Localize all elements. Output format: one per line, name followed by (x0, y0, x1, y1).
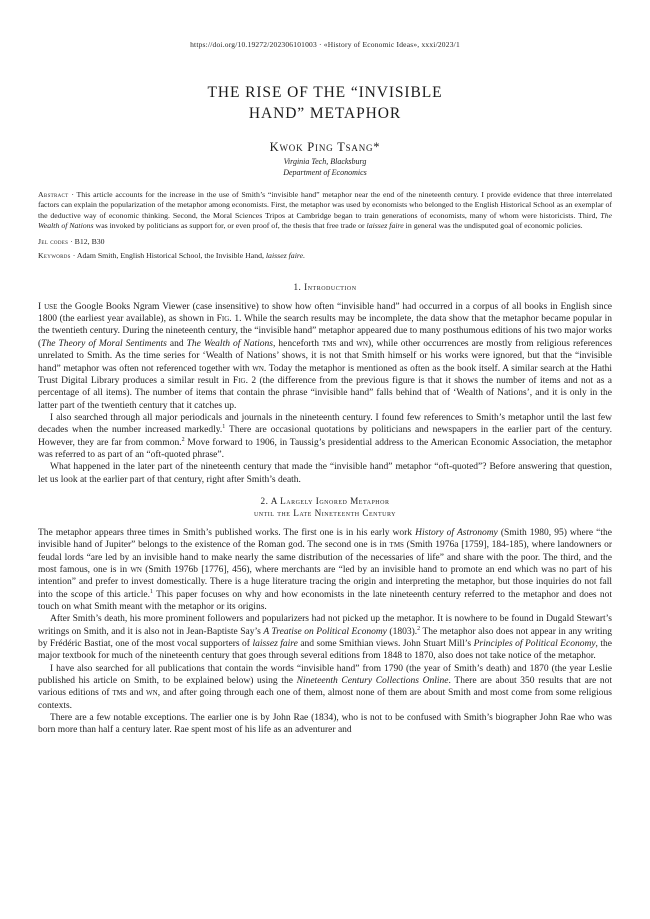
footnote-ref[interactable]: 1 (150, 588, 154, 595)
dropcap: I use (38, 301, 58, 312)
text-run: I also searched through all major periodicals and journals in the nineteenth century. I found few references to Smith’s metaphor until the last few decades when the number increased markedly. (38, 412, 612, 436)
abstract (38, 190, 612, 231)
book-title: A Treatise on Political Economy (263, 626, 387, 637)
paragraph (38, 412, 612, 461)
heading-line-2: until the Late Nineteenth Century (253, 507, 397, 518)
abbrev: tms (389, 540, 404, 551)
author-name: Kwok Ping Tsang* (269, 140, 381, 154)
text-run: (Smith 1980, 95) where “the invisible hand of Jupiter” belongs to the existence of the Roman god. The second one is in (38, 527, 613, 551)
abstract-label: Abstract (38, 190, 69, 199)
footnote-ref[interactable]: 2 (181, 436, 185, 443)
footnote-ref[interactable]: 1 (222, 424, 226, 431)
doi-header[interactable]: https://doi.org/10.19272/202306101003 · «History of Economic Ideas», xxxi/2023/1 (190, 40, 460, 49)
paragraph (38, 301, 612, 412)
collection-title: Nineteenth Century Collections Online (296, 676, 449, 687)
keywords-values: · Adam Smith, English Historical School, the Invisible Hand, (72, 251, 266, 261)
text-run: (Smith 1976b [1776], 456), where merchants are “led by an invisible hand to promote an end which was no part of his intention” and prefer to invest domestically. There is a huge literature tracing the origin and interpreting the metaphor, but those inquiries do not fall into the scope of this article. (38, 564, 612, 600)
abstract-text-2: was invoked by politicians as support for, or even proof of, the thesis that free trade or (93, 220, 367, 230)
title-line-2: HAND” METAPHOR (248, 105, 402, 122)
book-title: The Wealth of Nations (186, 338, 273, 349)
book-title: Principles of Political Economy (473, 639, 596, 650)
text-run: (1803). (386, 626, 418, 637)
abbrev: tms (322, 338, 337, 349)
text-run: The metaphor also does not appear in any writing by Frédéric Bastiat, one of the most vocal supporters of (38, 626, 613, 650)
text-run: I have also searched for all publications that contain the words “invisible hand” from 1790 (the year of Smith’s death) and 1870 (the year Leslie published his article on Smith, to be explained below) using the (38, 663, 612, 687)
section-2-heading (38, 495, 612, 519)
paragraph: What happened in the later part of the nineteenth century that made the “invisible hand” metaphor “oft-quoted”? Before answering that question, let us look at the earlier part of that century, right after Smith’s death. (38, 462, 612, 485)
abbrev: tms (112, 688, 127, 699)
abbrev: wn (146, 688, 158, 699)
paragraph (38, 663, 612, 712)
text-run: , henceforth (273, 338, 323, 349)
text-run: . Today the metaphor is mentioned as often as the book itself. A similar search at the Hathi Trust Digital Library produces a similar result in (38, 363, 612, 386)
figure-ref[interactable]: Fig. 1 (216, 314, 240, 325)
text-run: The metaphor appears three times in Smith’s published works. The first one is in his early work (38, 527, 416, 538)
text-run: (the difference from the previous figure is that it shows the number of items and not as a percentage of all items). The number of items that contain the phrase “invisible hand” falls behind that of ‘Wealth of Nations’, and it is only in the latter part of the twentieth century that it catches up. (38, 375, 612, 411)
abbrev: wn (130, 564, 142, 575)
heading-line-1: 2. A Largely Ignored Metaphor (260, 495, 390, 506)
book-title: The Theory of Moral Sentiments (41, 338, 167, 349)
affiliation-department: Department of Economics (283, 167, 367, 177)
section-1-body (38, 301, 612, 486)
abstract-wealth-title: The Wealth of Nations (38, 210, 612, 230)
book-title: History of Astronomy (415, 527, 498, 538)
abbrev: wn (252, 363, 264, 374)
text-run: After Smith’s death, his more prominent followers and popularizers had not picked up the metaphor. It is nowhere to be found in Dugald Stewart’s writings on Smith, and it is also not in Jean-Baptiste Say’s (38, 614, 612, 637)
text-run: and (126, 688, 147, 699)
text-run: the Google Books Ngram Viewer (case insensitive) to show how often “invisible hand” had occurred in a corpus of all books in English since 1800 (the earliest year available), as shown in (38, 301, 612, 325)
italic-term: laissez faire (252, 639, 298, 650)
paragraph: There are a few notable exceptions. The earlier one is by John Rae (1834), who is not to be confused with Smith’s biographer John Rae who was born more than half a century later. Rae spent most of his life as an adventurer and (38, 713, 612, 736)
jel-codes (38, 237, 612, 247)
affiliation (38, 157, 612, 178)
keywords-label: Keywords (38, 251, 71, 261)
text-run: . While the search results may be incomplete, the data show that the metaphor became popular in the twentieth century. During the nineteenth century, the “invisible hand” metaphor appeared due to many posthumous editions of his two major works ( (38, 314, 613, 349)
text-run: and (166, 338, 187, 349)
text-run: (Smith 1976a [1759], 184-185), where landowners or feudal lords “are led by an invisible hand to make nearly the same distribution of the necessaries of life” and share with the poor. The third, and the most famous, one is in (38, 540, 612, 575)
keywords (38, 251, 612, 261)
title-line-1: THE RISE OF THE “INVISIBLE (207, 84, 443, 101)
jel-values: · B12, B30 (70, 237, 105, 247)
affiliation-institution: Virginia Tech, Blacksburg (283, 157, 367, 166)
text-run: Move forward to 1906, in Taussig’s presidential address to the American Economic Association, the metaphor was referred to as part of an “oft-quoted phrase”. (38, 437, 612, 460)
footnote-ref[interactable]: 2 (417, 625, 421, 632)
abstract-text-3: in general was the undisputed goal of economic policies. (403, 220, 583, 230)
text-run: . There are about 350 results that are not various editions of (38, 676, 613, 699)
text-run: and some Smithian views. John Stuart Mill’s (297, 639, 474, 650)
text-run: This paper focuses on why and how economists in the late nineteenth century referred to the metaphor and does not touch on what Smith meant with the metaphor or its origins. (38, 589, 613, 612)
article-title (38, 82, 612, 124)
abstract-laissez: laissez faire (366, 220, 404, 230)
text-run: , and after going through each one of them, almost none of them are about Smith and most come from some religious contexts. (38, 688, 612, 711)
section-1-heading: 1. Introduction (293, 281, 357, 292)
text-run: There are occasional quotations by politicians and newspapers in the earlier part of the century. However, they are far from common. (38, 425, 612, 448)
jel-label: Jel codes (38, 237, 69, 247)
abbrev: wn (356, 338, 368, 349)
paragraph (38, 527, 612, 613)
paragraph (38, 613, 612, 662)
abstract-text-1: · This article accounts for the increase in the use of Smith’s “invisible hand” metaphor near the end of the nineteenth century. I provide evidence that three interrelated factors can explain the popularization of the metaphor among economists. First, the metaphor was used by economists who belonged to the English Historical School as an exemplar of the deductive way of economic thinking. Second, the Moral Sciences Tripos at Cambridge began to train generations of economists, many of whom were historicists. Third, (38, 190, 612, 220)
text-run: , the major textbook for much of the nineteenth century that goes through several editions from 1848 to 1870, also does not take notice of the metaphor. (38, 639, 613, 662)
figure-ref[interactable]: Fig. 2 (232, 375, 257, 386)
keywords-italic: laissez faire. (265, 251, 306, 261)
text-run: ), while other occurrences are mostly from religious references unrelated to Smith. As the time series for ‘Wealth of Nations’ shows, it is not that Smith himself or his works were ignored, but that the “invisible hand” metaphor was often not referenced together with (38, 338, 613, 374)
text-run: and (336, 338, 357, 349)
section-2-body (38, 527, 612, 737)
